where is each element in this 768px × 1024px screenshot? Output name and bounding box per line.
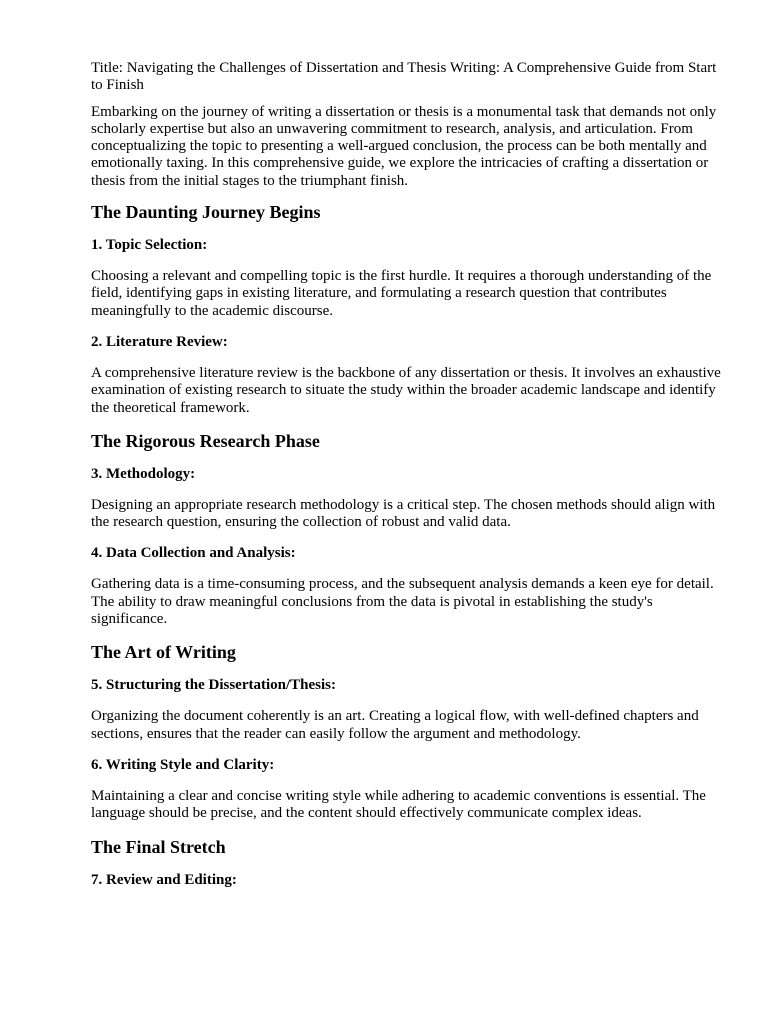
document-title: Title: Navigating the Challenges of Dissertation and Thesis Writing: A Comprehensive Guide from Start to Finish (91, 60, 717, 94)
subsection-heading: 4. Data Collection and Analysis: (91, 545, 296, 562)
subsection-heading: 3. Methodology: (91, 465, 196, 482)
subsection-heading: 6. Writing Style and Clarity: (91, 756, 275, 773)
subsection-heading: 7. Review and Editing: (91, 871, 237, 888)
subsection-paragraph: Designing an appropriate research methodology is a critical step. The chosen methods should align with the research question, ensuring the collection of robust and valid data. (91, 496, 716, 531)
subsection-heading: 5. Structuring the Dissertation/Thesis: (91, 677, 336, 694)
subsection-paragraph: Maintaining a clear and concise writing style while adhering to academic conventions is essential. The language should be precise, and the content should effectively communicate complex ideas. (91, 787, 706, 822)
section-heading: The Final Stretch (91, 836, 226, 857)
section-heading: The Daunting Journey Begins (91, 202, 321, 223)
section-heading: The Art of Writing (91, 642, 236, 663)
intro-paragraph: Embarking on the journey of writing a dissertation or thesis is a monumental task that demands not only scholarly expertise but also an unwavering commitment to research, analysis, and articulation. From conceptualizing the topic to presenting a well-argued conclusion, the process can be both mentally and emotionally taxing. In this comprehensive guide, we explore the intricacies of crafting a dissertation or thesis from the initial stages to the triumphant finish. (91, 103, 717, 189)
subsection-heading: 1. Topic Selection: (91, 237, 208, 254)
subsection-paragraph: Choosing a relevant and compelling topic is the first hurdle. It requires a thorough understanding of the field, identifying gaps in existing literature, and formulating a research question that contributes meaningfully to the academic discourse. (91, 268, 712, 319)
subsection-paragraph: A comprehensive literature review is the backbone of any dissertation or thesis. It involves an exhaustive examination of existing research to situate the study within the broader academic landscape and identify the theoretical framework. (91, 364, 721, 416)
subsection-paragraph: Organizing the document coherently is an art. Creating a logical flow, with well-defined chapters and sections, ensures that the reader can easily follow the argument and methodology. (91, 708, 699, 742)
document-page (91, 60, 731, 903)
subsection-paragraph: Gathering data is a time-consuming process, and the subsequent analysis demands a keen eye for detail. The ability to draw meaningful conclusions from the data is pivotal in establishing the study's significance. (91, 576, 714, 628)
section-heading: The Rigorous Research Phase (91, 430, 320, 451)
subsection-heading: 2. Literature Review: (91, 333, 228, 350)
